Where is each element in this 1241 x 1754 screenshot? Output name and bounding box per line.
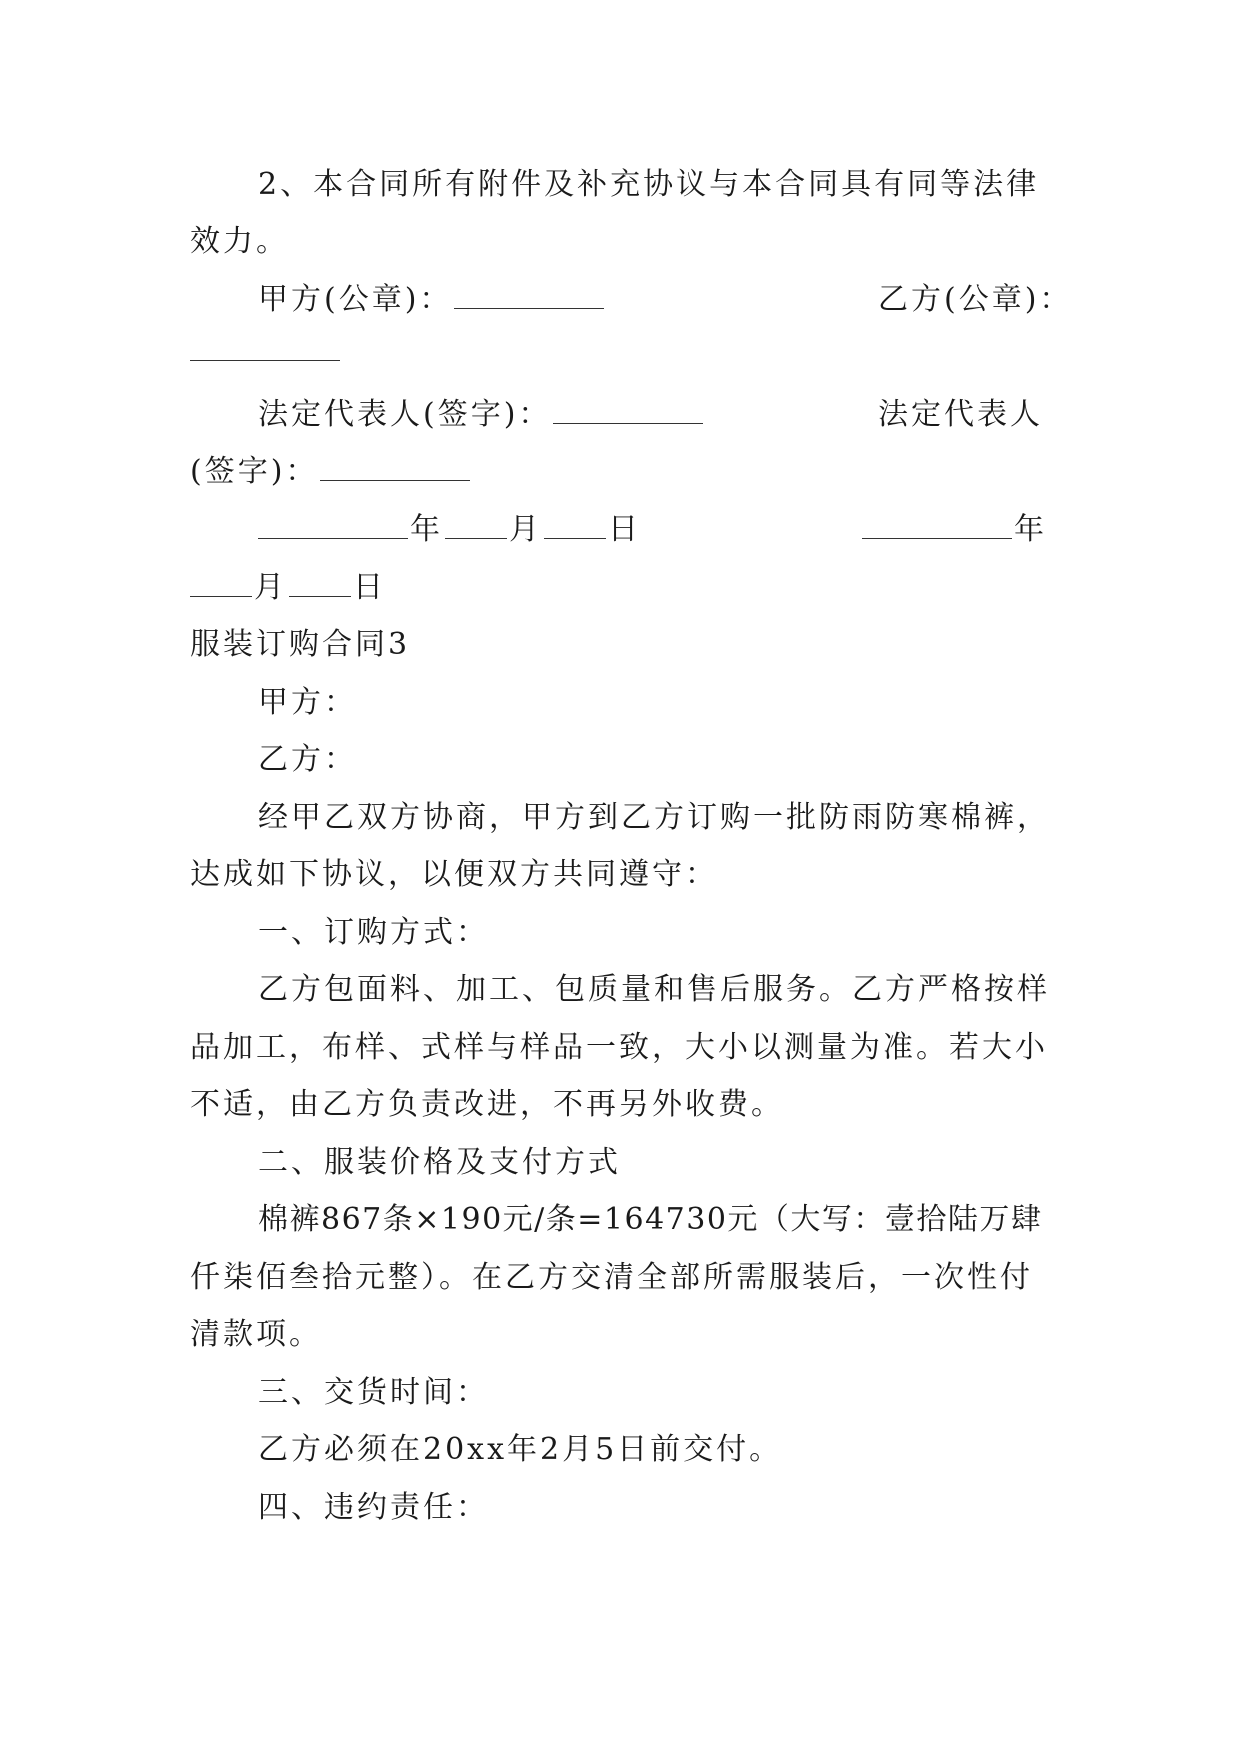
date-b-day: 日 [353, 570, 386, 605]
section-3-line-1: 乙方必须在20xx年2月5日前交付。 [258, 1432, 783, 1467]
date-b-month: 月 [254, 570, 287, 605]
rep-b-label-1: 法定代表人 [878, 397, 1043, 432]
date-b-year-blank [862, 508, 1012, 539]
intro-line-2: 达成如下协议，以便双方共同遵守： [190, 857, 718, 892]
section-1-line-2: 品加工，布样、式样与样品一致，大小以测量为准。若大小 [190, 1030, 1048, 1065]
section-2-line-3: 清款项。 [190, 1317, 322, 1352]
rep-a-blank [553, 393, 703, 424]
date-a-day: 日 [608, 512, 641, 547]
date-a-year-blank [258, 508, 408, 539]
date-b-day-blank [289, 566, 351, 597]
intro-line-1: 经甲乙双方协商，甲方到乙方订购一批防雨防寒棉裤， [258, 800, 1050, 835]
date-b-year: 年 [1014, 512, 1047, 547]
date-a-year: 年 [410, 512, 443, 547]
date-b-month-blank [190, 566, 252, 597]
section-2-line-1: 棉裤867条×190元/条=164730元（大写：壹拾陆万肆 [258, 1202, 1043, 1237]
contract-3-title: 服装订购合同3 [190, 627, 411, 662]
party-b-seal-blank [190, 330, 340, 361]
section-1-line-1: 乙方包面料、加工、包质量和售后服务。乙方严格按样 [258, 972, 1050, 1007]
date-a-day-blank [544, 508, 606, 539]
party-a-label: 甲方： [258, 685, 357, 720]
rep-b-line [190, 450, 1070, 494]
section-1-title: 一、订购方式： [258, 915, 489, 950]
rep-b-blank [320, 450, 470, 481]
section-2-line-2: 仟柒佰叁拾元整）。在乙方交清全部所需服装后，一次性付 [190, 1260, 1033, 1295]
party-b-seal-label: 乙方(公章)： [878, 282, 1073, 317]
party-a-seal-label: 甲方(公章)： [258, 282, 453, 317]
section-1-line-3: 不适，由乙方负责改进，不再另外收费。 [190, 1087, 784, 1122]
clause-2-line-2: 效力。 [190, 224, 289, 259]
date-row-b [190, 566, 1070, 610]
party-a-seal-blank [454, 278, 604, 309]
section-2-title: 二、服装价格及支付方式 [258, 1145, 621, 1180]
date-b-year-group [862, 508, 1047, 552]
date-a-month-blank [445, 508, 507, 539]
party-b-label: 乙方： [258, 742, 357, 777]
date-a-month: 月 [509, 512, 542, 547]
seal-row [258, 278, 1078, 322]
party-b-seal-line [190, 330, 1070, 374]
section-3-title: 三、交货时间： [258, 1375, 489, 1410]
date-row-a [258, 508, 1070, 552]
clause-2-line-1: 2、本合同所有附件及补充协议与本合同具有同等法律 [258, 167, 1040, 202]
rep-a-label: 法定代表人(签字)： [258, 397, 552, 432]
rep-b-label-2: (签字)： [190, 454, 319, 489]
section-4-title: 四、违约责任： [258, 1490, 489, 1525]
rep-row [258, 393, 1070, 437]
